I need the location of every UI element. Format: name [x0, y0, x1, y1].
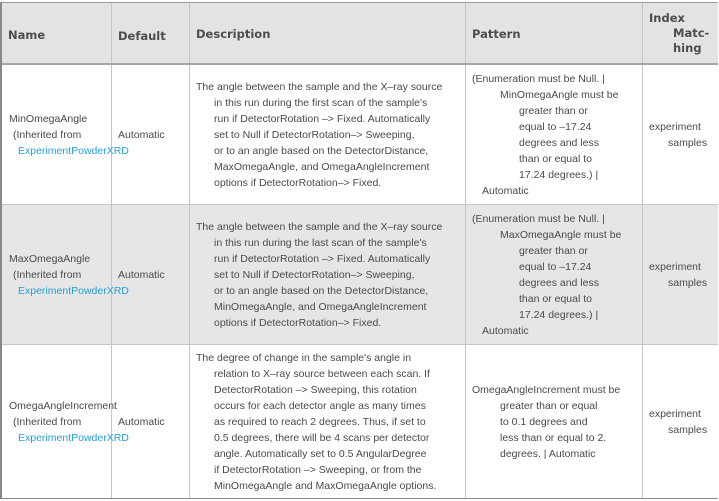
table-header-row	[2, 3, 718, 65]
pattern-line: greater than or	[519, 104, 588, 117]
description-line: MinOmegaAngle and MaxOmegaAngle options.	[214, 479, 437, 492]
pattern-text	[466, 382, 620, 462]
table-row	[2, 205, 718, 345]
pattern-line: degrees and less	[519, 136, 599, 149]
description-line: if DetectorRotation –> Sweeping, or from the	[214, 463, 422, 476]
description-line: set to Null if DetectorRotation–> Sweeping,	[214, 268, 415, 281]
description-line: or to an angle based on the DetectorDistance,	[214, 144, 429, 157]
pattern-line: greater than or	[519, 244, 588, 257]
option-name: OmegaAngleIncrement	[9, 399, 117, 412]
option-name-cell	[2, 65, 129, 204]
description-line: in this run during the last scan of the sample's	[214, 236, 427, 249]
header-index-matching	[643, 3, 718, 63]
pattern-line: MaxOmegaAngle must be	[500, 228, 622, 241]
header-index-matching-label	[643, 3, 709, 56]
description-line: run if DetectorRotation –> Fixed. Automatically	[214, 112, 431, 125]
pattern-line: (Enumeration must be Null. |	[472, 72, 605, 85]
option-name: MaxOmegaAngle	[9, 252, 91, 265]
description-line: MaxOmegaAngle, and OmegaAngleIncrement	[214, 160, 430, 173]
inherited-from-link[interactable]: ExperimentPowderXRD	[18, 284, 129, 297]
option-name-cell	[2, 205, 129, 344]
header-name	[2, 3, 112, 63]
header-index-line1: Index	[649, 11, 685, 25]
pattern-text	[466, 71, 618, 199]
pattern-line: MinOmegaAngle must be	[500, 88, 619, 101]
table-row	[2, 65, 718, 205]
header-pattern-label: Pattern	[472, 26, 521, 41]
header-pattern	[466, 3, 643, 63]
index-matching-cell	[643, 65, 718, 204]
default-cell	[112, 205, 190, 344]
pattern-line: equal to –17.24	[519, 120, 592, 133]
description-line: in this run during the first scan of the sample's	[214, 96, 428, 109]
description-line: or to an angle based on the DetectorDistance,	[214, 284, 429, 297]
pattern-line: equal to –17.24	[519, 260, 592, 273]
description-line: options if DetectorRotation–> Fixed.	[214, 316, 382, 329]
description-line: DetectorRotation –> Sweeping, this rotation	[214, 383, 417, 396]
index-line: experiment	[649, 260, 701, 273]
header-default	[112, 3, 190, 63]
index-line: samples	[668, 423, 708, 436]
description-line: MinOmegaAngle, and OmegaAngleIncrement	[214, 300, 427, 313]
default-cell	[112, 65, 190, 204]
default-value: Automatic	[118, 268, 165, 281]
pattern-line: Automatic	[482, 324, 529, 337]
pattern-line: than or equal to	[519, 152, 592, 165]
description-line: The angle between the sample and the X–ray source	[196, 220, 443, 233]
option-name: MinOmegaAngle	[9, 112, 88, 125]
pattern-line: (Enumeration must be Null. |	[472, 212, 605, 225]
pattern-cell	[466, 205, 643, 344]
description-line: occurs for each detector angle as many times	[214, 399, 426, 412]
index-line: experiment	[649, 407, 701, 420]
option-name-cell	[2, 345, 129, 498]
description-line: 0.5 degrees, there will be 4 scans per detector	[214, 431, 430, 444]
options-table	[0, 2, 718, 499]
index-matching-value	[643, 259, 707, 291]
header-default-label: Default	[118, 28, 166, 43]
header-index-line3: hing	[673, 41, 702, 55]
pattern-line: less than or equal to 2.	[500, 431, 607, 444]
description-line: angle. Automatically set to 0.5 AngularDegree	[214, 447, 427, 460]
index-matching-value	[643, 119, 707, 151]
inherited-label: (Inherited from	[13, 128, 82, 141]
pattern-line: than or equal to	[519, 292, 592, 305]
description-cell	[190, 345, 466, 498]
pattern-cell	[466, 345, 643, 498]
index-matching-value	[643, 406, 707, 438]
inherited-label: (Inherited from	[13, 415, 82, 428]
pattern-text	[466, 211, 621, 339]
inherited-from-link[interactable]: ExperimentPowderXRD	[18, 144, 129, 157]
description-line: options if DetectorRotation–> Fixed.	[214, 176, 382, 189]
description-line: relation to X–ray source between each scan. If	[214, 367, 430, 380]
index-line: samples	[668, 276, 708, 289]
pattern-line: degrees. | Automatic	[500, 447, 596, 460]
header-index-line2: Matc-	[673, 26, 710, 40]
description-text	[190, 219, 442, 331]
inherited-label: (Inherited from	[13, 268, 82, 281]
pattern-line: to 0.1 degrees and	[500, 415, 588, 428]
description-text	[190, 79, 442, 191]
description-line: as required to reach 2 degrees. Thus, if set to	[214, 415, 426, 428]
index-line: samples	[668, 136, 708, 149]
index-matching-cell	[643, 345, 718, 498]
header-name-label: Name	[8, 27, 46, 42]
description-cell	[190, 65, 466, 204]
header-description-label: Description	[196, 26, 271, 41]
pattern-line: Automatic	[482, 184, 529, 197]
default-value: Automatic	[118, 128, 165, 141]
index-line: experiment	[649, 120, 701, 133]
pattern-line: 17.24 degrees.) |	[519, 168, 599, 181]
pattern-line: degrees and less	[519, 276, 599, 289]
pattern-line: OmegaAngleIncrement must be	[472, 383, 621, 396]
default-cell	[112, 345, 190, 498]
pattern-line: 17.24 degrees.) |	[519, 308, 599, 321]
table-row	[2, 345, 718, 498]
index-matching-cell	[643, 205, 718, 344]
description-text	[190, 350, 436, 494]
description-line: The degree of change in the sample's angle in	[196, 351, 412, 364]
pattern-cell	[466, 65, 643, 204]
header-description	[190, 3, 466, 63]
description-cell	[190, 205, 466, 344]
description-line: set to Null if DetectorRotation–> Sweeping,	[214, 128, 415, 141]
default-value: Automatic	[118, 415, 165, 428]
inherited-from-link[interactable]: ExperimentPowderXRD	[18, 431, 129, 444]
description-line: run if DetectorRotation –> Fixed. Automatically	[214, 252, 431, 265]
description-line: The angle between the sample and the X–ray source	[196, 80, 443, 93]
pattern-line: greater than or equal	[500, 399, 598, 412]
